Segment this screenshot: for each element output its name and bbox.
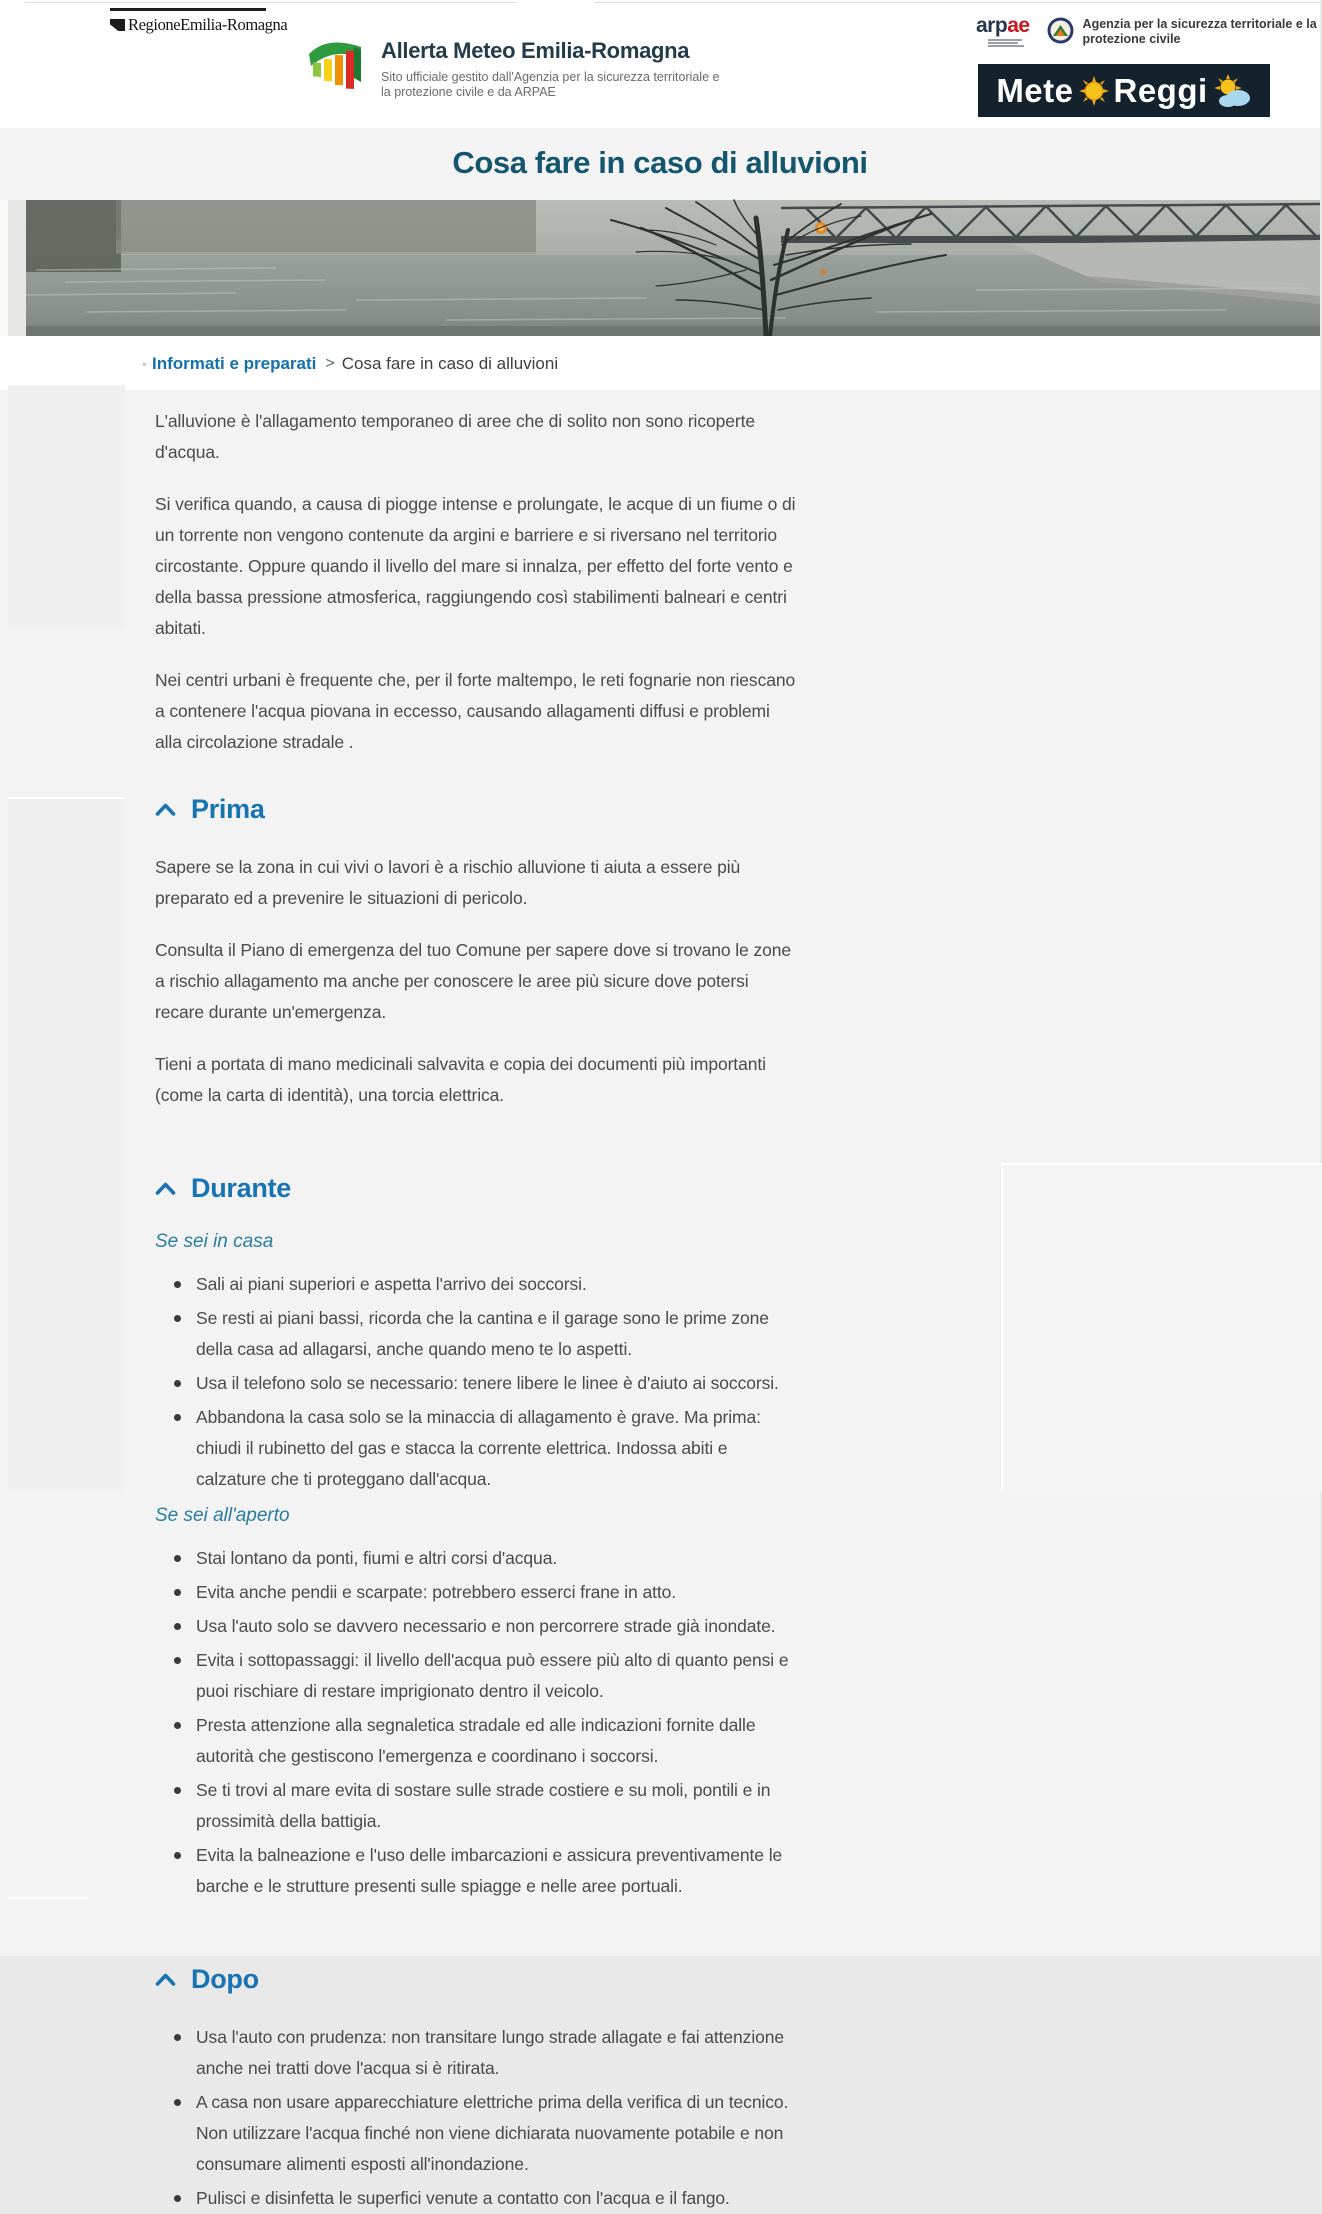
background-panel-left-bottom	[8, 797, 125, 1490]
sun-cloud-icon	[1212, 74, 1252, 108]
article-body	[155, 406, 800, 2214]
regione-logo-icon	[110, 19, 125, 31]
list-item: Stai lontano da ponti, fiumi e altri corsi d'acqua.	[155, 1543, 800, 1574]
prima-paragraph: Sapere se la zona in cui vivi o lavori è a rischio alluvione ti aiuta a essere più preparato ed a prevenire le situazioni di pericolo.	[155, 857, 741, 908]
allerta-meteo-flag-icon	[307, 38, 363, 90]
prima-paragraph: Tieni a portata di mano medicinali salvavita e copia dei documenti più importanti (come la carta di identità), una torcia elettrica.	[155, 1054, 766, 1105]
intro-paragraph: Si verifica quando, a causa di piogge intense e prolungate, le acque di un fiume o di un torrente non vengono contenute da argini e barriere e si riversano nel territorio circostante. Oppure quando il livello del mare si innalza, per effetto del forte vento e della bassa pressione atmosferica, raggiungendo così stabilimenti balneari e centri abitati.	[155, 494, 796, 638]
section-toggle-dopo[interactable]	[155, 1964, 800, 1995]
section-title: Dopo	[191, 1964, 259, 1994]
breadcrumb-link-informati[interactable]: Informati e preparati	[152, 354, 317, 373]
breadcrumb-current: Cosa fare in caso di alluvioni	[341, 354, 559, 373]
breadcrumb-separator: >	[325, 355, 335, 372]
site-header	[0, 0, 1320, 128]
panel-divider	[8, 1897, 88, 1899]
section-title: Durante	[191, 1173, 291, 1203]
prima-paragraph: Consulta il Piano di emergenza del tuo Comune per sapere dove si trovano le zone a rischio allagamento ma anche per conoscere le aree più sicure dove potersi recare durante un'emergenza.	[155, 940, 791, 1022]
list-item: Se ti trovi al mare evita di sostare sulle strade costiere e su moli, pontili e in prossimità della battigia.	[155, 1775, 800, 1837]
tips-list-dopo	[155, 2022, 800, 2214]
regione-emilia-romagna-logo[interactable]	[110, 8, 287, 35]
arpae-logo[interactable]: arpae	[976, 16, 1030, 47]
list-item: Evita anche pendii e scarpate: potrebbero esserci frane in atto.	[155, 1577, 800, 1608]
list-item: Se resti ai piani bassi, ricorda che la cantina e il garage sono le prime zone della casa ad allagarsi, anche quando meno te lo aspetti.	[155, 1303, 800, 1365]
photo-left-margin	[8, 200, 26, 336]
breadcrumb-band	[0, 336, 1320, 390]
site-title: Allerta Meteo Emilia-Romagna	[381, 38, 690, 63]
chevron-up-icon	[155, 803, 176, 816]
allerta-meteo-logo[interactable]	[307, 38, 719, 100]
title-band	[0, 128, 1320, 200]
intro-paragraph: L'alluvione è l'allagamento temporaneo di aree che di solito non sono ricoperte d'acqua.	[155, 411, 756, 462]
arpae-logo-fineprint	[988, 38, 1030, 47]
section-toggle-prima[interactable]	[155, 794, 800, 825]
header-divider	[594, 2, 1320, 3]
agency-name-line2: protezione civile	[1082, 32, 1181, 46]
banner-text-2: Reggi	[1113, 71, 1208, 109]
chevron-up-icon	[155, 1973, 176, 1986]
subsection-se-sei-in-casa: Se sei in casa	[155, 1231, 274, 1252]
background-panel-right	[1001, 1163, 1322, 1492]
chevron-up-icon	[155, 1182, 176, 1195]
list-item: Sali ai piani superiori e aspetta l'arrivo dei soccorsi.	[155, 1269, 800, 1300]
header-divider	[25, 2, 517, 3]
background-panel-left-top	[8, 385, 125, 628]
list-item: Pulisci e disinfetta le superfici venute a contatto con l'acqua e il fango.	[155, 2183, 800, 2214]
logo-bar	[110, 8, 266, 11]
site-subtitle-line1: Sito ufficiale gestito dall'Agenzia per la sicurezza territoriale e	[381, 70, 720, 84]
tips-list-aperto	[155, 1543, 800, 1902]
sun-icon	[1078, 75, 1110, 107]
list-item: A casa non usare apparecchiature elettriche prima della verifica di un tecnico. Non utilizzare l'acqua finché non viene dichiarata nuovamente potabile e non consumare alimenti esposti all'inondazione.	[155, 2087, 800, 2180]
breadcrumb	[143, 354, 558, 374]
intro-paragraph: Nei centri urbani è frequente che, per il forte maltempo, le reti fognarie non riescano a contenere l'acqua piovana in eccesso, causando allagamenti diffusi e problemi alla circolazione stradale .	[155, 670, 796, 752]
meteo-reggio-banner[interactable]	[978, 64, 1270, 117]
list-item: Evita i sottopassaggi: il livello dell'acqua può essere più alto di quanto pensi e puoi rischiare di restare imprigionato dentro il veicolo.	[155, 1645, 800, 1707]
section-toggle-durante[interactable]	[155, 1173, 800, 1204]
flood-river-photo	[26, 200, 1320, 336]
breadcrumb-tick	[143, 363, 146, 366]
list-item: Usa il telefono solo se necessario: tenere libere le linee è d'aiuto ai soccorsi.	[155, 1368, 800, 1399]
list-item: Evita la balneazione e l'uso delle imbarcazioni e assicura preventivamente le barche e le strutture presenti sulle spiagge e nelle aree portuali.	[155, 1840, 800, 1902]
list-item: Usa l'auto con prudenza: non transitare lungo strade allagate e fai attenzione anche nei tratti dove l'acqua si è ritirata.	[155, 2022, 800, 2084]
tips-list-casa	[155, 1269, 800, 1495]
list-item: Usa l'auto solo se davvero necessario e non percorrere strade già inondate.	[155, 1611, 800, 1642]
list-item: Presta attenzione alla segnaletica stradale ed alle indicazioni fornite dalle autorità che gestiscono l'emergenza e coordinano i soccorsi.	[155, 1710, 800, 1772]
regione-logo-text: RegioneEmilia-Romagna	[128, 15, 288, 34]
subsection-se-sei-allaperto: Se sei all'aperto	[155, 1505, 290, 1526]
section-title: Prima	[191, 794, 265, 824]
page-title: Cosa fare in caso di alluvioni	[452, 145, 868, 180]
banner-text-1: Mete	[996, 71, 1074, 109]
list-item: Abbandona la casa solo se la minaccia di allagamento è grave. Ma prima: chiudi il rubinetto del gas e stacca la corrente elettrica. Indossa abiti e calzature che ti proteggano dall'acqua.	[155, 1402, 800, 1495]
site-subtitle-line2: la protezione civile e da ARPAE	[381, 85, 556, 99]
protezione-civile-emblem-icon[interactable]	[1047, 17, 1074, 44]
agency-name-line1: Agenzia per la sicurezza territoriale e la	[1082, 17, 1317, 31]
agency-block	[976, 16, 1317, 47]
content-area	[0, 390, 1320, 2208]
